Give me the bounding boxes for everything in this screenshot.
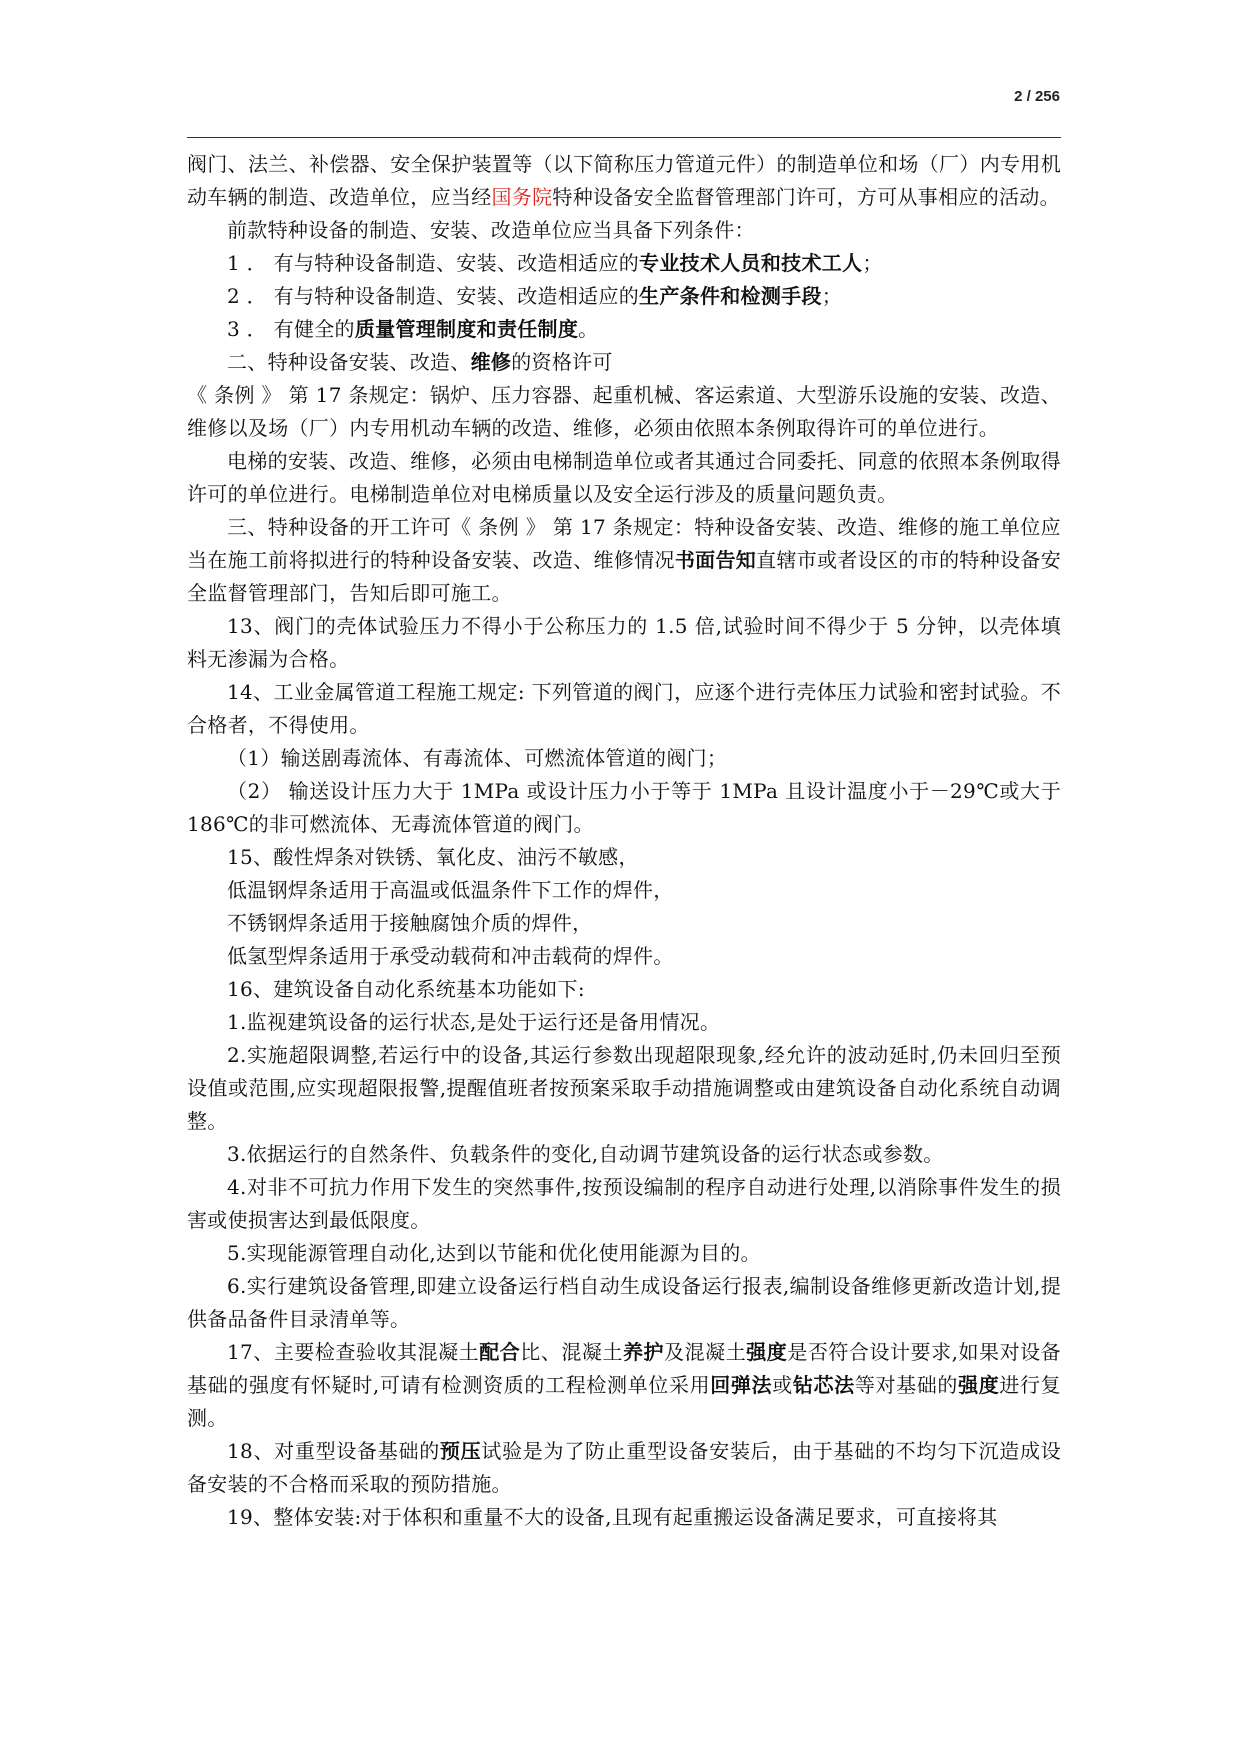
paragraph [187,1435,1061,1501]
paragraph [187,940,1061,973]
paragraph [187,1006,1061,1039]
paragraph [187,676,1061,742]
text-run: 17、主要检查验收其混凝土 [227,1340,480,1364]
text-run: 的资格许可 [511,350,613,374]
bold-text: 预压 [439,1439,482,1463]
text-run: 14、工业金属管道工程施工规定: 下列管道的阀门，应逐个进行壳体压力试验和密封试验。不合格者，不得使用。 [187,680,1061,737]
text-run: （1）输送剧毒流体、有毒流体、可燃流体管道的阀门； [227,746,728,770]
text-run: 4.对非不可抗力作用下发生的突然事件,按预设编制的程序自动进行处理,以消除事件发生的损害或使损害达到最低限度。 [187,1175,1061,1232]
text-run: 是否符合设计要求,如果对设备基础的强度有怀疑时,可请有检测资质的工程检测单位采用 [187,1340,1061,1397]
paragraph [187,214,1061,247]
paragraph [187,379,1061,445]
bold-text: 生产条件和检测手段 [639,284,822,308]
bold-text: 书面告知 [674,548,757,572]
text-run: 2 ． 有与特种设备制造、安装、改造相适应的 [227,284,640,308]
page-number: 2 / 256 [1014,88,1060,105]
text-run: 或 [772,1373,793,1397]
paragraph [187,511,1061,610]
paragraph [187,445,1061,511]
text-run: 《 条例 》 第 17 条规定：锅炉、压力容器、起重机械、客运索道、大型游乐设施的安装、改造、维修以及场（厂）内专用机动车辆的改造、维修，必须由依照本条例取得许可的单位进行。 [187,383,1061,440]
text-run: 电梯的安装、改造、维修，必须由电梯制造单位或者其通过合同委托、同意的依照本条例取得许可的单位进行。电梯制造单位对电梯质量以及安全运行涉及的质量问题负责。 [187,449,1061,506]
text-run: 等对基础的 [854,1373,959,1397]
paragraph [187,1138,1061,1171]
text-run: 6.实行建筑设备管理,即建立设备运行档自动生成设备运行报表,编制设备维修更新改造计划,提供备品备件目录清单等。 [187,1274,1061,1331]
text-run: 及混凝土 [664,1340,747,1364]
bold-text: 回弹法 [710,1373,773,1397]
text-run: 19、整体安装:对于体积和重量不大的设备,且现有起重搬运设备满足要求，可直接将其 [227,1505,998,1529]
paragraph [187,874,1061,907]
header-divider [187,137,1061,138]
paragraph [187,1237,1061,1270]
bold-text: 配合 [479,1340,521,1364]
highlighted-text: 国务院 [491,185,553,209]
paragraph [187,148,1061,214]
text-run: 前款特种设备的制造、安装、改造单位应当具备下列条件： [227,218,755,242]
bold-text: 钻芯法 [792,1373,855,1397]
text-run: 16、建筑设备自动化系统基本功能如下: [227,977,585,1001]
text-run: 特种设备安全监督管理部门许可，方可从事相应的活动。 [552,185,1060,209]
text-run: 。 [578,317,599,341]
paragraph [187,1171,1061,1237]
text-run: 二、特种设备安装、改造、 [227,350,471,374]
paragraph [187,280,1061,313]
text-run: 13、阀门的壳体试验压力不得小于公称压力的 1.5 倍,试验时间不得少于 5 分钟，以壳体填料无渗漏为合格。 [187,614,1061,671]
paragraph [187,313,1061,346]
bold-text: 强度 [958,1373,1000,1397]
text-run: 阀门、法兰、补偿器、安全保护装置等（以下简称压力管道元件）的制造单位和场（厂）内专用机动车辆的制造、改造单位，应当经 [187,152,1061,209]
text-run: 5.实现能源管理自动化,达到以节能和优化使用能源为目的。 [227,1241,761,1265]
bold-text: 强度 [746,1340,788,1364]
text-run: 2.实施超限调整,若运行中的设备,其运行参数出现超限现象,经允许的波动延时,仍未回归至预设值或范围,应实现超限报警,提醒值班者按预案采取手动措施调整或由建筑设备自动化系统自动调整。 [187,1043,1061,1133]
bold-text: 维修 [470,350,512,374]
text-run: 进行复测。 [187,1373,1061,1430]
paragraph [187,610,1061,676]
bold-text: 养护 [623,1340,665,1364]
text-run: 直辖市或者设区的市的特种设备安全监督管理部门，告知后即可施工。 [187,548,1062,605]
text-run: 3.依据运行的自然条件、负载条件的变化,自动调节建筑设备的运行状态或参数。 [227,1142,944,1166]
text-run: 15、酸性焊条对铁锈、氧化皮、油污不敏感， [227,845,639,869]
text-run: ； [821,284,843,308]
paragraph [187,841,1061,874]
paragraph [187,1270,1061,1336]
text-run: 18、对重型设备基础的 [227,1439,440,1463]
text-run: 低氢型焊条适用于承受动载荷和冲击载荷的焊件。 [227,944,674,968]
text-run: （2） 输送设计压力大于 1MPa 或设计压力小于等于 1MPa 且设计温度小于－29℃或大于 186℃的非可燃流体、无毒流体管道的阀门。 [187,779,1061,836]
paragraph [187,346,1061,379]
text-run: 试验是为了防止重型设备安装后，由于基础的不均匀下沉造成设备安装的不合格而采取的预防措施。 [187,1439,1061,1496]
paragraph [187,1039,1061,1138]
paragraph [187,1501,1061,1534]
bold-text: 专业技术人员和技术工人 [639,251,863,275]
paragraph [187,973,1061,1006]
text-run: 3 ． 有健全的 [227,317,355,341]
text-run: ； [862,251,883,275]
paragraph [187,775,1061,841]
text-run: 1.监视建筑设备的运行状态,是处于运行还是备用情况。 [227,1010,721,1034]
paragraph [187,742,1061,775]
text-run: 低温钢焊条适用于高温或低温条件下工作的焊件， [227,878,674,902]
paragraph [187,247,1061,280]
paragraph [187,1336,1061,1435]
text-run: 比、混凝土 [520,1340,623,1364]
document-body [187,148,1061,1534]
text-run: 不锈钢焊条适用于接触腐蚀介质的焊件， [227,911,593,935]
text-run: 1 ． 有与特种设备制造、安装、改造相适应的 [227,251,640,275]
text-run: 三、特种设备的开工许可《 条例 》 第 17 条规定：特种设备安装、改造、维修的施工单位应当在施工前将拟进行的特种设备安装、改造、维修情况 [187,515,1061,572]
paragraph [187,907,1061,940]
bold-text: 质量管理制度和责任制度 [354,317,579,341]
